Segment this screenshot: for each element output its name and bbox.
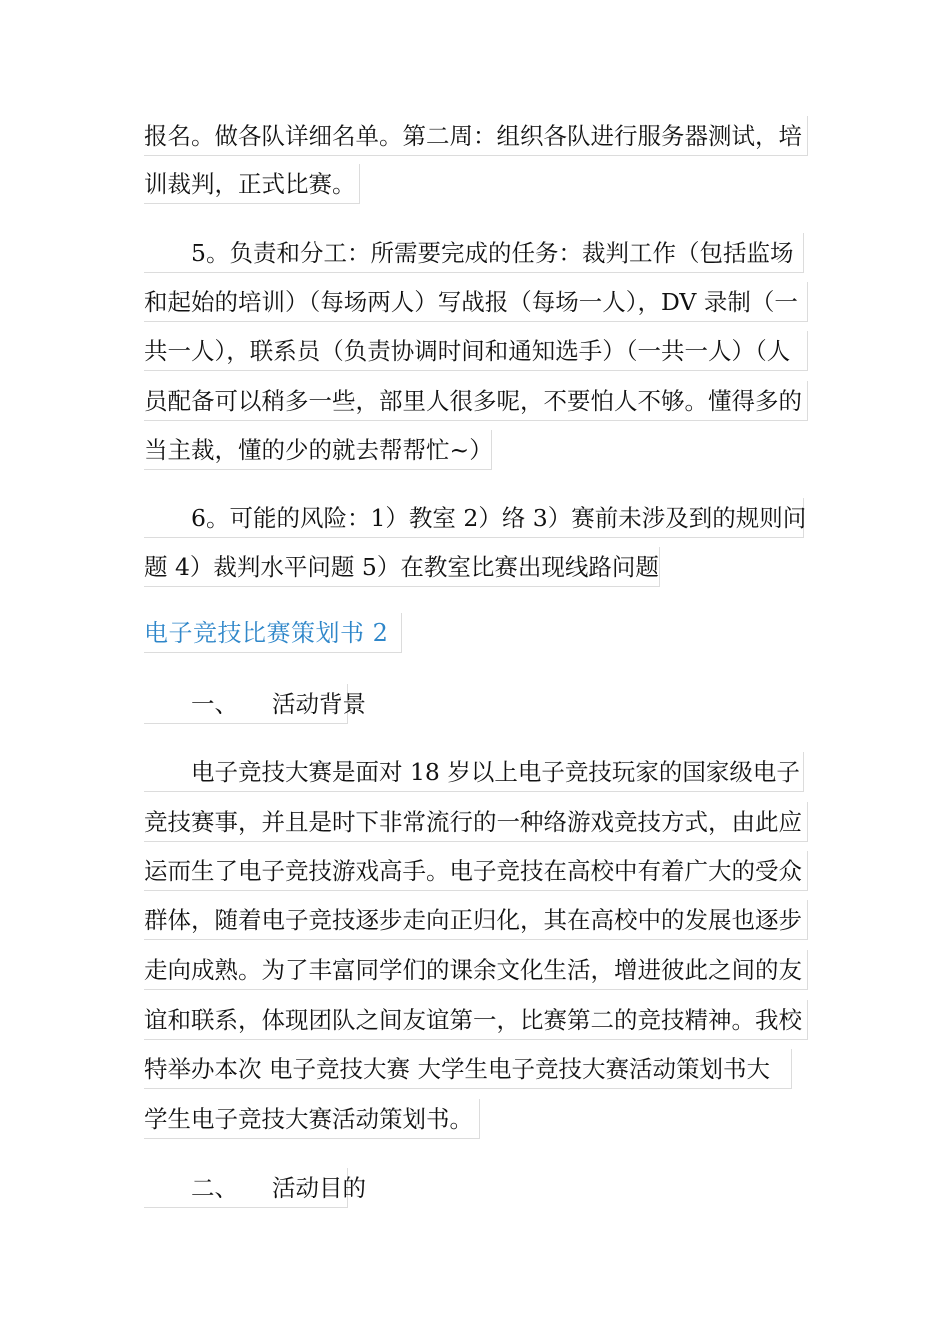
text-line: 运而生了电子竞技游戏高手。电子竞技在高校中有着广大的受众	[144, 851, 808, 891]
text-line: 和起始的培训）（每场两人）写战报（每场一人），DV 录制（一	[144, 282, 808, 322]
section-title: 活动背景	[272, 690, 366, 718]
section-number: 二、	[191, 1174, 238, 1202]
text-line: 共一人），联系员（负责协调时间和通知选手）（一共一人）（人	[144, 331, 808, 371]
text-line: 题 4）裁判水平问题 5）在教室比赛出现线路问题	[144, 547, 660, 587]
section-title-background	[144, 684, 366, 724]
text-line: 谊和联系，体现团队之间友谊第一，比赛第二的竞技精神。我校	[144, 1000, 808, 1040]
section-title: 活动目的	[272, 1174, 366, 1202]
text-line: 当主裁，懂的少的就去帮帮忙~）	[144, 430, 492, 470]
text-line: 电子竞技大赛是面对 18 岁以上电子竞技玩家的国家级电子	[144, 752, 804, 792]
text-line: 6。可能的风险：1）教室 2）络 3）赛前未涉及到的规则问	[144, 498, 804, 538]
section-number: 一、	[191, 690, 238, 718]
text-line: 走向成熟。为了丰富同学们的课余文化生活，增进彼此之间的友	[144, 950, 808, 990]
text-line: 5。负责和分工：所需要完成的任务：裁判工作（包括监场	[144, 233, 804, 273]
text-line: 竞技赛事，并且是时下非常流行的一种络游戏竞技方式，由此应	[144, 802, 808, 842]
text-line: 训裁判，正式比赛。	[144, 164, 360, 204]
section-title-purpose	[144, 1168, 366, 1208]
text-line: 员配备可以稍多一些，部里人很多呢，不要怕人不够。懂得多的	[144, 381, 808, 421]
text-line: 报名。做各队详细名单。第二周：组织各队进行服务器测试，培	[144, 116, 808, 156]
text-line: 群体，随着电子竞技逐步走向正归化，其在高校中的发展也逐步	[144, 900, 808, 940]
text-line: 学生电子竞技大赛活动策划书。	[144, 1099, 480, 1139]
section-heading: 电子竞技比赛策划书 2	[144, 613, 402, 653]
text-line: 特举办本次 电子竞技大赛 大学生电子竞技大赛活动策划书大	[144, 1049, 792, 1089]
